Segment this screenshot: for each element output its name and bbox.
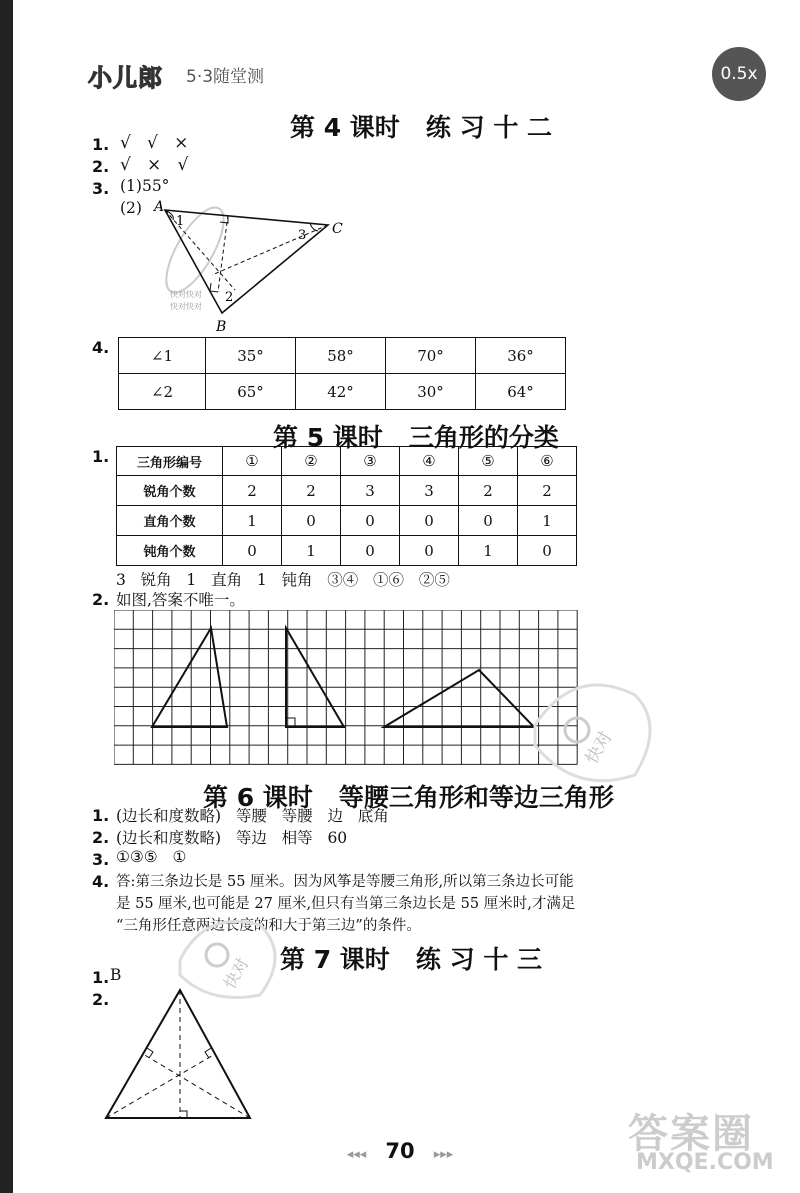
triangle-grid-figure: [114, 610, 579, 770]
table-header: 三角形编号: [117, 447, 223, 476]
grid-triangle-3: [384, 670, 534, 727]
prev-page-icon[interactable]: ◂◂◂: [346, 1147, 367, 1162]
table-row-label: ∠1: [119, 338, 206, 374]
table-cell: 0: [223, 536, 282, 566]
grid-lines: [114, 610, 577, 764]
next-page-icon[interactable]: ▸▸▸: [433, 1147, 454, 1162]
watermark-text: 快对: [582, 728, 617, 768]
l4-q2-answer: √ × √: [120, 155, 189, 175]
watermark-small: 快对快对: [170, 302, 202, 311]
table-cell: 2: [282, 476, 341, 506]
l5-q2-text: 如图,答案不唯一。: [116, 591, 245, 609]
table-header: ⑤: [459, 447, 518, 476]
check-icon: [565, 718, 589, 742]
table-cell: 0: [282, 506, 341, 536]
angle-label-2: 2: [225, 290, 234, 305]
table-cell: 35°: [206, 338, 296, 374]
table-row-label: 锐角个数: [117, 476, 223, 506]
l4-q2-number: 2.: [92, 157, 110, 176]
table-cell: 0: [341, 506, 400, 536]
table-row-label: 钝角个数: [117, 536, 223, 566]
watermark-text: 快对: [220, 954, 253, 992]
l6-q1-text: (边长和度数略) 等腰 等腰 边 底角: [116, 807, 389, 825]
lesson6-title: 第 6 课时 等腰三角形和等边三角形: [203, 783, 614, 812]
l6-q4-number: 4.: [92, 872, 110, 891]
altitude-line: [106, 1054, 215, 1118]
table-row: [117, 506, 577, 536]
table-row-label: 直角个数: [117, 506, 223, 536]
lesson5-title: 第 5 课时 三角形的分类: [273, 423, 559, 452]
table-cell: 2: [518, 476, 577, 506]
right-angle-mark: [180, 1111, 187, 1118]
table-header-row: [117, 447, 577, 476]
l7-q1-answer: B: [110, 966, 122, 984]
l4-q1-number: 1.: [92, 135, 110, 154]
grid-triangle-1: [152, 628, 227, 727]
l4-q3-part1: (1)55°: [120, 177, 170, 195]
l6-q3-text: ①③⑤ ①: [116, 848, 187, 866]
l7-q2-number: 2.: [92, 990, 110, 1009]
l5-q2-number: 2.: [92, 590, 110, 609]
table-cell: 0: [400, 536, 459, 566]
table-cell: 42°: [296, 374, 386, 410]
table-header: ⑥: [518, 447, 577, 476]
altitude-from-c: [212, 225, 328, 275]
triangle-classification-table: [116, 446, 577, 566]
l6-q2-text: (边长和度数略) 等边 相等 60: [116, 829, 348, 847]
kuaidui-watermark: [515, 665, 675, 795]
watermark-blob: [535, 685, 650, 781]
table-header: ③: [341, 447, 400, 476]
vertex-label-a: A: [154, 199, 165, 215]
angles-table: [118, 337, 566, 410]
l6-q3-number: 3.: [92, 850, 110, 869]
l4-q3-number: 3.: [92, 179, 110, 198]
right-angle-mark: [210, 283, 218, 292]
playback-speed-button[interactable]: 0.5x: [712, 47, 766, 101]
l7-q1-number: 1.: [92, 968, 110, 987]
page-number: 70: [385, 1139, 415, 1163]
table-cell: 3: [341, 476, 400, 506]
lesson4-title: 第 4 课时 练 习 十 二: [290, 113, 553, 142]
watermark-small: 快对快对: [170, 290, 202, 299]
l4-q1-answer: √ √ ×: [120, 133, 189, 153]
lesson7-title: 第 7 课时 练 习 十 三: [280, 945, 543, 974]
table-cell: 1: [282, 536, 341, 566]
table-row: [117, 476, 577, 506]
angle-label-3: 3: [298, 228, 307, 243]
equilateral-triangle: [106, 990, 250, 1118]
series-name: 5·3随堂测: [186, 67, 265, 87]
page-footer: [0, 1139, 800, 1163]
l5-q1-number: 1.: [92, 447, 110, 466]
vertex-label-b: B: [216, 319, 227, 335]
grid-triangle-2: [286, 628, 344, 727]
table-cell: 1: [459, 536, 518, 566]
table-cell: 30°: [386, 374, 476, 410]
equilateral-triangle-figure: [100, 985, 260, 1120]
table-header: ②: [282, 447, 341, 476]
table-cell: 70°: [386, 338, 476, 374]
table-cell: 0: [341, 536, 400, 566]
l6-q4-line: 答:第三条边长是 55 厘米。因为风筝是等腰三角形,所以第三条边长可能: [116, 874, 574, 890]
table-cell: 64°: [476, 374, 566, 410]
page-spine: [0, 0, 13, 1193]
check-icon: [206, 944, 228, 966]
l6-q2-number: 2.: [92, 828, 110, 847]
table-cell: 2: [459, 476, 518, 506]
table-row: [117, 536, 577, 566]
table-row-label: ∠2: [119, 374, 206, 410]
table-row: [119, 374, 566, 410]
triangle-abc-figure: [140, 195, 360, 335]
l4-q4-number: 4.: [92, 338, 110, 357]
altitude-line: [143, 1054, 250, 1118]
table-cell: 65°: [206, 374, 296, 410]
table-cell: 0: [400, 506, 459, 536]
site-watermark-url: MXQE.COM: [636, 1150, 774, 1175]
l6-q4-line: 是 55 厘米,也可能是 27 厘米,但只有当第三条边长是 55 厘米时,才满足: [116, 896, 576, 912]
l6-q4-line: “三角形任意两边长度的和大于第三边”的条件。: [116, 918, 421, 934]
l6-q1-number: 1.: [92, 806, 110, 825]
table-cell: 3: [400, 476, 459, 506]
table-cell: 2: [223, 476, 282, 506]
table-cell: 1: [518, 506, 577, 536]
brand-logo: 小儿郎: [88, 64, 163, 92]
table-cell: 0: [459, 506, 518, 536]
table-cell: 58°: [296, 338, 386, 374]
table-header: ④: [400, 447, 459, 476]
vertex-label-c: C: [332, 221, 343, 237]
l4-q3-part2: (2): [120, 199, 142, 217]
table-header: ①: [223, 447, 282, 476]
site-watermark-logo: 答案圈: [628, 1111, 754, 1157]
angle-label-1: 1: [176, 214, 185, 229]
table-cell: 1: [223, 506, 282, 536]
table-cell: 36°: [476, 338, 566, 374]
table-row: [119, 338, 566, 374]
l5-q1-summary: 3 锐角 1 直角 1 钝角 ③④ ①⑥ ②⑤: [116, 571, 450, 589]
table-cell: 0: [518, 536, 577, 566]
